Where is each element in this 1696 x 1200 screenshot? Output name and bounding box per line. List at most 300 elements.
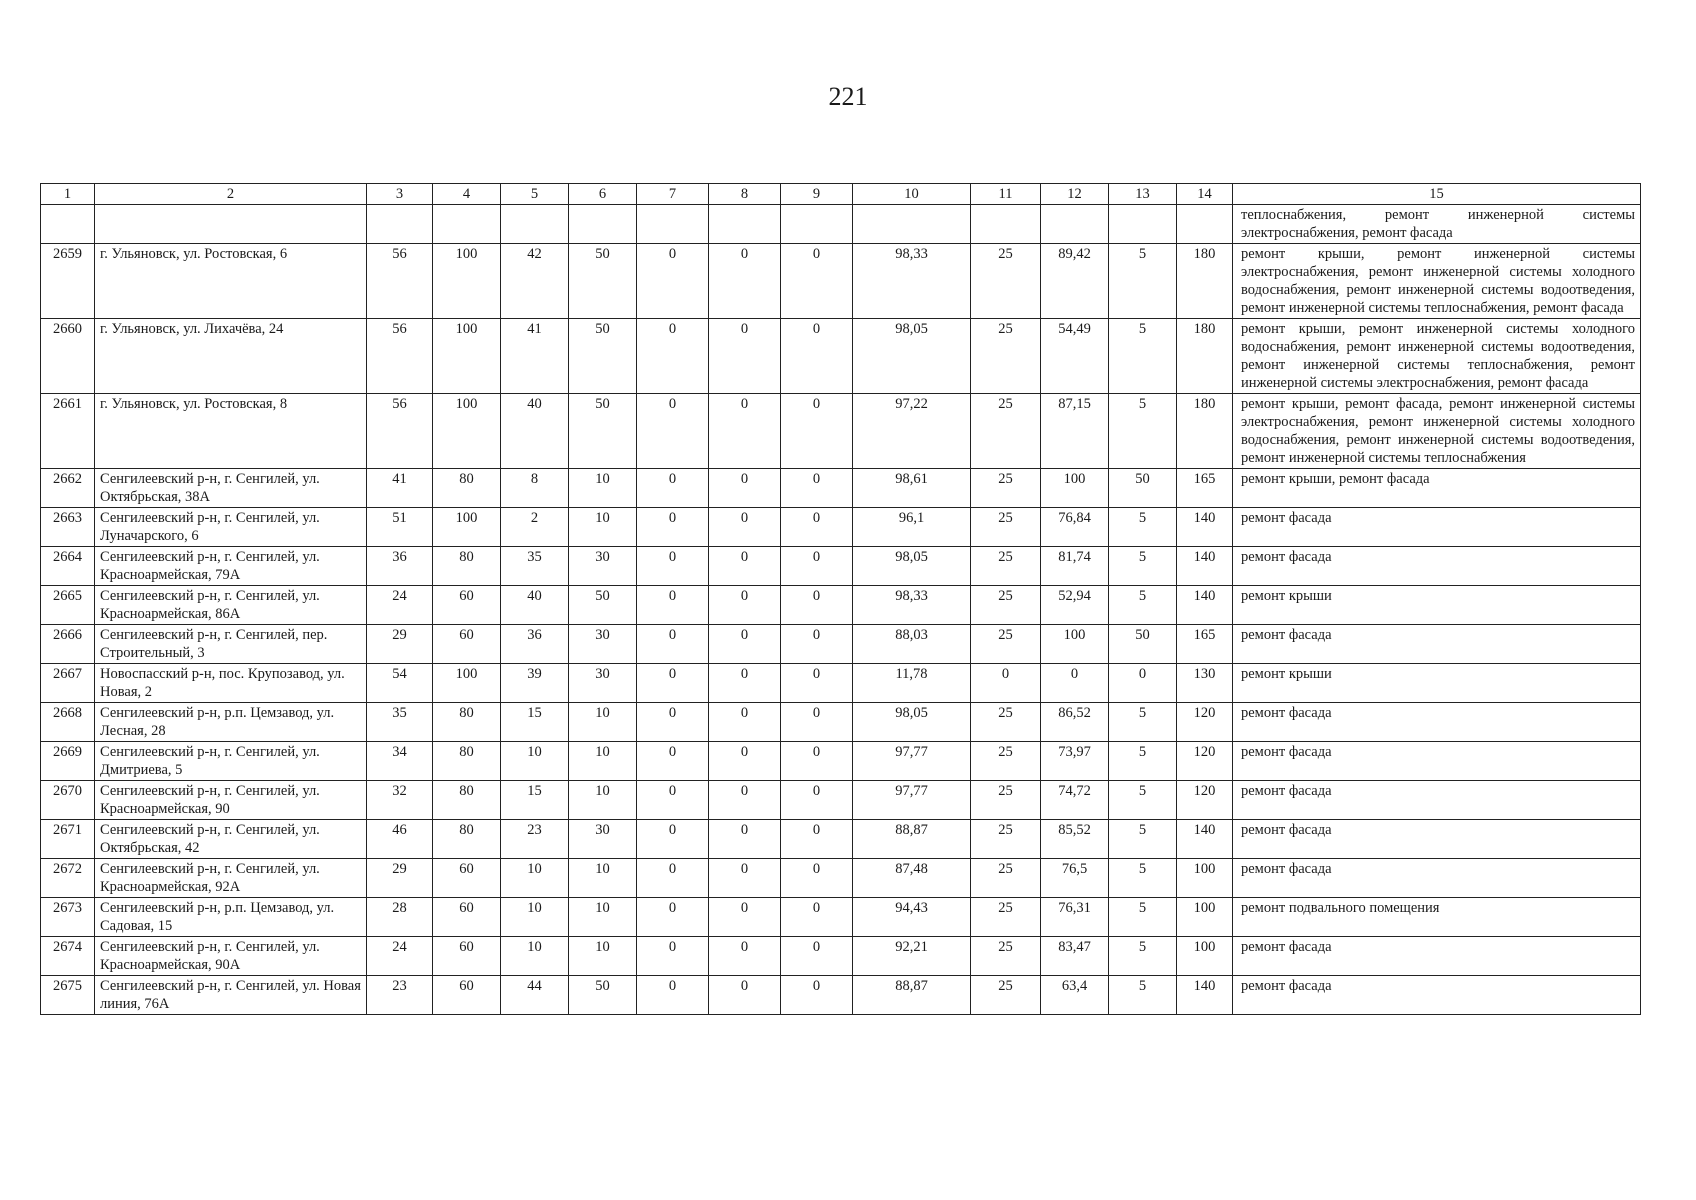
address-cell: Сенгилеевский р-н, г. Сенгилей, ул. Октябрьская, 42 [95,820,367,859]
value-cell: 41 [367,469,433,508]
value-cell [367,205,433,244]
value-cell: 25 [971,859,1041,898]
row-number-cell: 2665 [41,586,95,625]
address-cell: Сенгилеевский р-н, г. Сенгилей, ул. Дмитриева, 5 [95,742,367,781]
address-cell: Сенгилеевский р-н, г. Сенгилей, ул. Красноармейская, 79А [95,547,367,586]
works-cell: ремонт крыши, ремонт инженерной системы холодного водоснабжения, ремонт инженерной системы водоотведения, ремонт инженерной системы теплоснабжения, ремонт инженерной системы электроснабжения, ремонт фасада [1233,319,1641,394]
value-cell: 0 [781,703,853,742]
value-cell: 25 [971,586,1041,625]
value-cell [853,205,971,244]
column-header: 13 [1109,184,1177,205]
value-cell: 25 [971,976,1041,1015]
value-cell [569,205,637,244]
value-cell: 50 [1109,625,1177,664]
row-number-cell: 2675 [41,976,95,1015]
value-cell: 30 [569,625,637,664]
value-cell [501,205,569,244]
value-cell: 5 [1109,394,1177,469]
value-cell: 2 [501,508,569,547]
value-cell: 41 [501,319,569,394]
value-cell: 140 [1177,508,1233,547]
value-cell: 140 [1177,976,1233,1015]
value-cell: 87,48 [853,859,971,898]
value-cell [781,205,853,244]
value-cell: 98,05 [853,547,971,586]
address-cell: Сенгилеевский р-н, г. Сенгилей, ул. Красноармейская, 92А [95,859,367,898]
row-number-cell: 2668 [41,703,95,742]
value-cell: 29 [367,859,433,898]
value-cell: 98,61 [853,469,971,508]
value-cell: 88,03 [853,625,971,664]
value-cell: 50 [569,244,637,319]
value-cell: 100 [433,244,501,319]
value-cell: 0 [709,664,781,703]
value-cell: 10 [501,937,569,976]
address-cell: Сенгилеевский р-н, г. Сенгилей, ул. Красноармейская, 86А [95,586,367,625]
value-cell: 0 [637,898,709,937]
address-cell: Сенгилеевский р-н, г. Сенгилей, ул. Красноармейская, 90 [95,781,367,820]
value-cell: 0 [637,547,709,586]
value-cell: 30 [569,820,637,859]
value-cell: 0 [781,976,853,1015]
value-cell: 97,22 [853,394,971,469]
value-cell: 0 [709,820,781,859]
row-number-cell: 2672 [41,859,95,898]
value-cell: 100 [1177,898,1233,937]
value-cell: 98,33 [853,586,971,625]
value-cell: 10 [501,859,569,898]
column-header: 11 [971,184,1041,205]
column-header: 2 [95,184,367,205]
table-row [41,976,1641,1015]
value-cell: 10 [501,742,569,781]
value-cell: 30 [569,664,637,703]
value-cell: 74,72 [1041,781,1109,820]
address-cell: Сенгилеевский р-н, р.п. Цемзавод, ул. Лесная, 28 [95,703,367,742]
address-cell: Сенгилеевский р-н, г. Сенгилей, пер. Строительный, 3 [95,625,367,664]
value-cell: 5 [1109,781,1177,820]
value-cell: 25 [971,781,1041,820]
value-cell: 92,21 [853,937,971,976]
value-cell: 56 [367,244,433,319]
value-cell: 0 [637,859,709,898]
value-cell: 0 [781,859,853,898]
column-header: 10 [853,184,971,205]
value-cell: 0 [781,898,853,937]
works-cell: ремонт фасада [1233,820,1641,859]
table-row [41,319,1641,394]
value-cell: 10 [501,898,569,937]
value-cell: 0 [637,664,709,703]
value-cell: 100 [1041,625,1109,664]
address-cell: Сенгилеевский р-н, г. Сенгилей, ул. Октябрьская, 38А [95,469,367,508]
value-cell: 25 [971,508,1041,547]
value-cell: 23 [367,976,433,1015]
table-row [41,898,1641,937]
row-number-cell [41,205,95,244]
column-header: 8 [709,184,781,205]
address-cell: г. Ульяновск, ул. Ростовская, 6 [95,244,367,319]
value-cell: 180 [1177,244,1233,319]
value-cell: 0 [709,508,781,547]
address-cell: г. Ульяновск, ул. Ростовская, 8 [95,394,367,469]
value-cell: 88,87 [853,820,971,859]
column-header: 7 [637,184,709,205]
works-cell: ремонт фасада [1233,859,1641,898]
value-cell: 120 [1177,703,1233,742]
value-cell [1177,205,1233,244]
value-cell: 98,05 [853,703,971,742]
value-cell: 30 [569,547,637,586]
value-cell: 140 [1177,586,1233,625]
value-cell: 140 [1177,547,1233,586]
value-cell: 32 [367,781,433,820]
value-cell: 50 [569,586,637,625]
value-cell: 0 [1109,664,1177,703]
value-cell: 54,49 [1041,319,1109,394]
value-cell [709,205,781,244]
value-cell: 46 [367,820,433,859]
value-cell: 0 [709,937,781,976]
value-cell: 0 [781,547,853,586]
value-cell: 0 [781,508,853,547]
value-cell: 0 [709,469,781,508]
value-cell: 39 [501,664,569,703]
table-row [41,859,1641,898]
value-cell: 165 [1177,469,1233,508]
value-cell: 0 [637,703,709,742]
value-cell: 56 [367,394,433,469]
row-number-cell: 2670 [41,781,95,820]
table-row [41,586,1641,625]
value-cell: 28 [367,898,433,937]
value-cell: 5 [1109,244,1177,319]
column-header: 9 [781,184,853,205]
value-cell: 0 [637,976,709,1015]
works-cell: ремонт фасада [1233,976,1641,1015]
value-cell: 100 [1177,937,1233,976]
value-cell: 0 [637,586,709,625]
value-cell: 0 [637,394,709,469]
row-number-cell: 2674 [41,937,95,976]
value-cell: 120 [1177,742,1233,781]
value-cell: 29 [367,625,433,664]
table-row [41,664,1641,703]
value-cell: 25 [971,625,1041,664]
value-cell: 15 [501,781,569,820]
value-cell: 0 [709,586,781,625]
value-cell: 0 [781,319,853,394]
value-cell: 80 [433,547,501,586]
value-cell: 40 [501,394,569,469]
row-number-cell: 2669 [41,742,95,781]
value-cell: 0 [709,625,781,664]
works-cell: ремонт фасада [1233,742,1641,781]
value-cell: 5 [1109,508,1177,547]
table-row [41,625,1641,664]
value-cell: 0 [709,547,781,586]
row-number-cell: 2659 [41,244,95,319]
value-cell: 24 [367,937,433,976]
row-number-cell: 2661 [41,394,95,469]
value-cell: 34 [367,742,433,781]
value-cell: 35 [501,547,569,586]
value-cell: 10 [569,469,637,508]
value-cell: 76,31 [1041,898,1109,937]
row-number-cell: 2671 [41,820,95,859]
address-cell: Сенгилеевский р-н, р.п. Цемзавод, ул. Садовая, 15 [95,898,367,937]
value-cell: 89,42 [1041,244,1109,319]
value-cell: 24 [367,586,433,625]
value-cell: 25 [971,319,1041,394]
value-cell: 0 [637,820,709,859]
value-cell: 5 [1109,859,1177,898]
value-cell: 60 [433,625,501,664]
works-cell: ремонт фасада [1233,781,1641,820]
value-cell: 36 [501,625,569,664]
works-cell: ремонт фасада [1233,547,1641,586]
value-cell: 25 [971,547,1041,586]
value-cell: 96,1 [853,508,971,547]
row-number-cell: 2666 [41,625,95,664]
value-cell: 25 [971,742,1041,781]
value-cell: 100 [433,394,501,469]
value-cell [1109,205,1177,244]
value-cell: 0 [637,781,709,820]
value-cell: 81,74 [1041,547,1109,586]
value-cell: 0 [709,394,781,469]
table-row [41,547,1641,586]
table-row [41,508,1641,547]
value-cell: 180 [1177,319,1233,394]
value-cell: 10 [569,937,637,976]
value-cell: 80 [433,781,501,820]
value-cell: 40 [501,586,569,625]
value-cell: 0 [781,820,853,859]
column-header: 5 [501,184,569,205]
value-cell: 0 [709,244,781,319]
value-cell: 130 [1177,664,1233,703]
value-cell: 0 [637,625,709,664]
value-cell: 76,5 [1041,859,1109,898]
table-row [41,244,1641,319]
value-cell: 0 [709,976,781,1015]
works-cell: ремонт фасада [1233,703,1641,742]
value-cell [971,205,1041,244]
works-cell: ремонт фасада [1233,508,1641,547]
column-header: 12 [1041,184,1109,205]
value-cell: 5 [1109,586,1177,625]
value-cell: 100 [433,319,501,394]
value-cell: 25 [971,820,1041,859]
works-cell: ремонт фасада [1233,937,1641,976]
value-cell [637,205,709,244]
value-cell: 15 [501,703,569,742]
value-cell: 0 [971,664,1041,703]
value-cell: 50 [569,976,637,1015]
works-cell: ремонт фасада [1233,625,1641,664]
row-number-cell: 2664 [41,547,95,586]
table-row [41,937,1641,976]
value-cell: 80 [433,469,501,508]
row-number-cell: 2660 [41,319,95,394]
value-cell: 80 [433,703,501,742]
value-cell: 5 [1109,976,1177,1015]
value-cell: 56 [367,319,433,394]
table-header [41,184,1641,205]
table-body [41,205,1641,1015]
column-header: 3 [367,184,433,205]
value-cell: 11,78 [853,664,971,703]
value-cell: 5 [1109,898,1177,937]
value-cell: 100 [433,664,501,703]
value-cell: 5 [1109,319,1177,394]
value-cell: 0 [637,244,709,319]
address-cell: Сенгилеевский р-н, г. Сенгилей, ул. Новая линия, 76А [95,976,367,1015]
value-cell: 98,05 [853,319,971,394]
value-cell: 100 [1177,859,1233,898]
header-row [41,184,1641,205]
value-cell: 50 [1109,469,1177,508]
value-cell: 51 [367,508,433,547]
value-cell: 0 [637,469,709,508]
value-cell: 8 [501,469,569,508]
works-cell: теплоснабжения, ремонт инженерной системы электроснабжения, ремонт фасада [1233,205,1641,244]
value-cell: 80 [433,742,501,781]
row-number-cell: 2663 [41,508,95,547]
value-cell: 10 [569,859,637,898]
value-cell: 180 [1177,394,1233,469]
table-row [41,394,1641,469]
value-cell: 5 [1109,820,1177,859]
value-cell: 0 [1041,664,1109,703]
value-cell: 140 [1177,820,1233,859]
works-cell: ремонт крыши, ремонт фасада, ремонт инженерной системы электроснабжения, ремонт инженерной системы холодного водоснабжения, ремонт инженерной системы водоотведения, ремонт инженерной системы теплоснабжения [1233,394,1641,469]
value-cell: 5 [1109,742,1177,781]
value-cell: 60 [433,859,501,898]
value-cell: 87,15 [1041,394,1109,469]
value-cell: 10 [569,508,637,547]
value-cell: 0 [781,664,853,703]
value-cell [1041,205,1109,244]
address-cell: Сенгилеевский р-н, г. Сенгилей, ул. Луначарского, 6 [95,508,367,547]
value-cell: 0 [709,859,781,898]
value-cell: 94,43 [853,898,971,937]
value-cell: 60 [433,898,501,937]
column-header: 1 [41,184,95,205]
value-cell: 60 [433,976,501,1015]
value-cell: 98,33 [853,244,971,319]
value-cell: 42 [501,244,569,319]
value-cell: 86,52 [1041,703,1109,742]
value-cell: 5 [1109,547,1177,586]
value-cell: 120 [1177,781,1233,820]
value-cell: 25 [971,394,1041,469]
value-cell: 25 [971,703,1041,742]
value-cell: 0 [709,898,781,937]
value-cell: 0 [709,781,781,820]
page-number: 221 [828,82,868,111]
table-row [41,781,1641,820]
value-cell: 0 [781,625,853,664]
value-cell: 0 [709,703,781,742]
works-cell: ремонт крыши, ремонт инженерной системы электроснабжения, ремонт инженерной системы холодного водоснабжения, ремонт инженерной системы водоотведения, ремонт инженерной системы теплоснабжения, ремонт фасада [1233,244,1641,319]
value-cell: 0 [637,937,709,976]
value-cell: 0 [637,742,709,781]
value-cell: 85,52 [1041,820,1109,859]
value-cell: 165 [1177,625,1233,664]
value-cell: 0 [781,469,853,508]
value-cell: 25 [971,898,1041,937]
value-cell: 60 [433,937,501,976]
value-cell: 35 [367,703,433,742]
value-cell: 0 [781,244,853,319]
row-number-cell: 2673 [41,898,95,937]
value-cell: 44 [501,976,569,1015]
value-cell: 10 [569,781,637,820]
value-cell: 23 [501,820,569,859]
row-number-cell: 2662 [41,469,95,508]
registry-table [40,183,1641,1015]
value-cell: 0 [709,319,781,394]
value-cell: 0 [637,319,709,394]
table-row [41,703,1641,742]
value-cell: 52,94 [1041,586,1109,625]
value-cell: 88,87 [853,976,971,1015]
value-cell: 83,47 [1041,937,1109,976]
table-row [41,742,1641,781]
address-cell: Сенгилеевский р-н, г. Сенгилей, ул. Красноармейская, 90А [95,937,367,976]
value-cell: 0 [781,586,853,625]
value-cell: 0 [781,394,853,469]
table-row [41,820,1641,859]
column-header: 6 [569,184,637,205]
row-number-cell: 2667 [41,664,95,703]
address-cell: Новоспасский р-н, пос. Крупозавод, ул. Новая, 2 [95,664,367,703]
value-cell: 63,4 [1041,976,1109,1015]
value-cell: 10 [569,898,637,937]
value-cell: 25 [971,244,1041,319]
value-cell: 100 [1041,469,1109,508]
works-cell: ремонт крыши [1233,664,1641,703]
works-cell: ремонт крыши [1233,586,1641,625]
address-cell [95,205,367,244]
works-cell: ремонт подвального помещения [1233,898,1641,937]
value-cell: 5 [1109,937,1177,976]
value-cell: 5 [1109,703,1177,742]
value-cell: 0 [781,742,853,781]
table-row [41,469,1641,508]
address-cell: г. Ульяновск, ул. Лихачёва, 24 [95,319,367,394]
column-header: 15 [1233,184,1641,205]
value-cell [433,205,501,244]
value-cell: 36 [367,547,433,586]
value-cell: 0 [709,742,781,781]
value-cell: 60 [433,586,501,625]
value-cell: 0 [781,937,853,976]
table-row [41,205,1641,244]
value-cell: 0 [637,508,709,547]
value-cell: 10 [569,742,637,781]
value-cell: 73,97 [1041,742,1109,781]
value-cell: 76,84 [1041,508,1109,547]
column-header: 4 [433,184,501,205]
value-cell: 50 [569,319,637,394]
value-cell: 100 [433,508,501,547]
works-cell: ремонт крыши, ремонт фасада [1233,469,1641,508]
value-cell: 50 [569,394,637,469]
column-header: 14 [1177,184,1233,205]
